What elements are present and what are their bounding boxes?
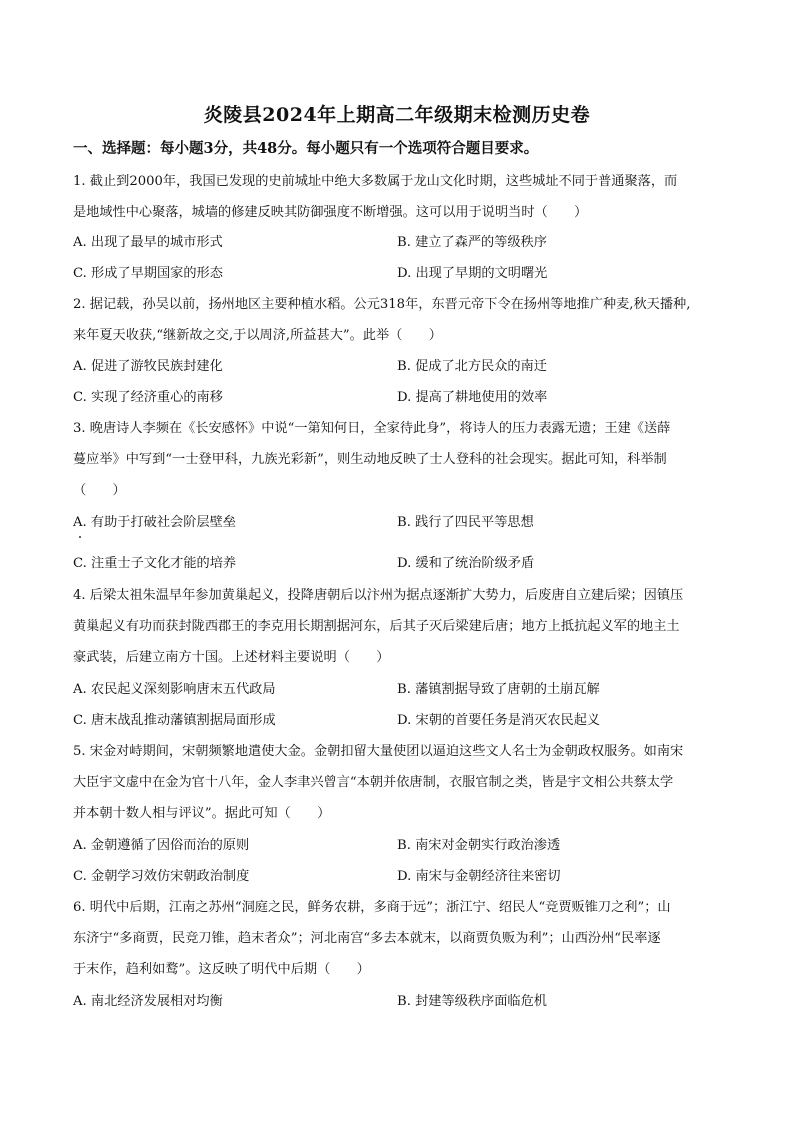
section-heading: 一、选择题：每小题3分，共48分。每小题只有一个选项符合题目要求。 [73,140,539,157]
q4-stem-line-1: 4. 后梁太祖朱温早年参加黄巢起义，投降唐朝后以汴州为据点逐渐扩大势力，后废唐自立建后梁；因镇压 [73,588,684,603]
q1-stem-line-2: 是地域性中心聚落，城墙的修建反映其防御强度不断增强。这可以用于说明当时（ ） [73,205,588,220]
q1-stem-line-1: 1. 截止到2000年，我国已发现的史前城址中绝大多数属于龙山文化时期，这些城址不同于普通聚落，而 [73,174,678,189]
q1-option-c: C. 形成了早期国家的形态 [73,266,223,281]
q6-stem-line-1: 6. 明代中后期，江南之苏州“洞庭之民，鲜务农耕，多商于远”；浙江宁、绍民人“竞贾贩锥刀之利”；山 [73,900,671,915]
q2-option-a: A. 促进了游牧民族封建化 [73,359,223,374]
q1-option-b: B. 建立了森严的等级秩序 [397,235,547,250]
q5-stem-line-1: 5. 宋金对峙期间，宋朝频繁地遣使大金。金朝扣留大量使团以逼迫这些文人名士为金朝政权服务。如南宋 [73,744,684,759]
q6-stem-line-2: 东济宁“多商贾，民竞刀锥，趋末者众”；河北南宫“多去本就末，以商贾负贩为利”；山西汾州“民率逐 [73,931,661,946]
q5-option-c: C. 金朝学习效仿宋朝政治制度 [73,869,250,884]
q1-option-a: A. 出现了最早的城市形式 [73,235,223,250]
q6-option-a: A. 南北经济发展相对均衡 [73,994,223,1009]
q3-stem-line-1: 3. 晚唐诗人李频在《长安感怀》中说“一第知何日，全家待此身”，将诗人的压力表露无遗；王建《送薛 [73,421,671,436]
stray-dot-mark [79,536,81,538]
q2-stem-line-2: 来年夏天收获,“继新故之交,于以周济,所益甚大”。此举（ ） [73,328,442,343]
q6-option-b: B. 封建等级秩序面临危机 [397,994,547,1009]
q4-option-c: C. 唐末战乱推动藩镇割据局面形成 [73,713,276,728]
q5-option-d: D. 南宋与金朝经济往来密切 [397,869,561,884]
q3-stem-line-2: 蔓应举》中写到“一士登甲科，九族光彩新”，则生动地反映了士人登科的社会现实。据此可知，科举制 [73,452,667,467]
q5-option-b: B. 南宋对金朝实行政治渗透 [397,838,561,853]
page-title: 炎陵县2024年上期高二年级期末检测历史卷 [203,104,591,126]
q1-option-d: D. 出现了早期的文明曙光 [397,266,548,281]
q5-stem-line-2: 大臣宇文虚中在金为官十八年，金人李聿兴曾言“本朝并依唐制，衣服官制之类，皆是宇文相公共蔡太学 [73,775,674,790]
q3-stem-line-3: （ ） [73,483,126,498]
q6-stem-line-3: 于末作，趋利如鹜”。这反映了明代中后期（ ） [73,962,370,977]
q5-stem-line-3: 并本朝十数人相与评议”。据此可知（ ） [73,806,331,821]
q2-option-c: C. 实现了经济重心的南移 [73,390,223,405]
q3-option-b: B. 践行了四民平等思想 [397,515,534,530]
q3-option-c: C. 注重士子文化才能的培养 [73,556,237,571]
q4-option-d: D. 宋朝的首要任务是消灭农民起义 [397,713,601,728]
q4-stem-line-3: 豪武装，后建立南方十国。上述材料主要说明（ ） [73,650,390,665]
q2-stem-line-1: 2. 据记载，孙吴以前，扬州地区主要种植水稻。公元318年，东晋元帝下令在扬州等地推广种麦,秋天播种, [73,297,691,312]
q4-option-b: B. 藩镇割据导致了唐朝的土崩瓦解 [397,682,600,697]
q2-option-b: B. 促成了北方民众的南迁 [397,359,547,374]
q3-option-d: D. 缓和了统治阶级矛盾 [397,556,535,571]
q2-option-d: D. 提高了耕地使用的效率 [397,390,548,405]
q4-stem-line-2: 黄巢起义有功而获封陇西郡王的李克用长期割据河东，后其子灭后梁建后唐；地方上抵抗起义军的地主土 [73,619,680,634]
q5-option-a: A. 金朝遵循了因俗而治的原则 [73,838,250,853]
q4-option-a: A. 农民起义深刻影响唐末五代政局 [73,682,276,697]
q3-option-a: A. 有助于打破社会阶层壁垒 [73,515,236,530]
